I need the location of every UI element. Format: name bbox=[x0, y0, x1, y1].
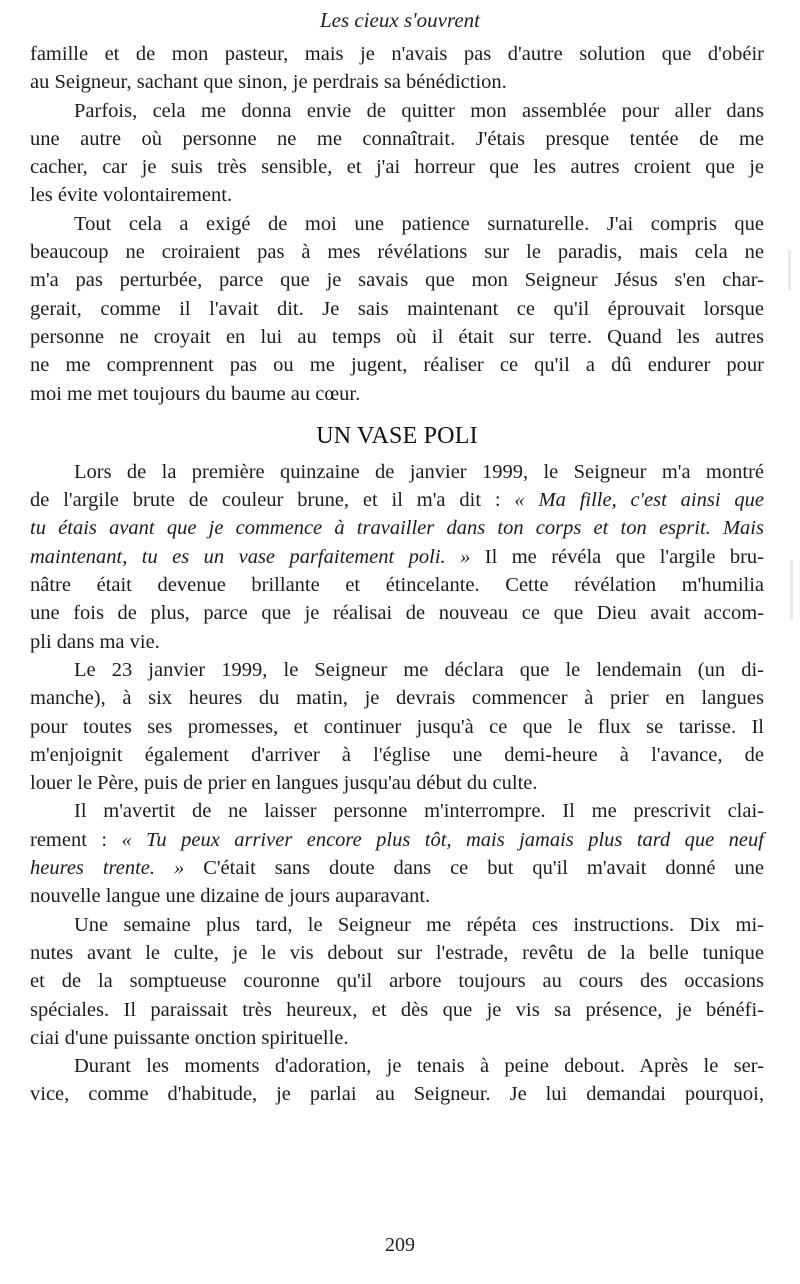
text-line bbox=[30, 514, 764, 542]
italic-quote: « Ma fille, c'est ainsi que bbox=[514, 489, 764, 512]
text-run: Lors de la première quinzaine de janvier 1999, le Seigneur m'a montré bbox=[74, 460, 764, 483]
text-line bbox=[30, 40, 764, 68]
text-line bbox=[30, 266, 764, 294]
text-run: personne ne croyait en lui au temps où il était sur terre. Quand les autres bbox=[30, 325, 764, 348]
text-run: moi me met toujours du baume au cœur. bbox=[30, 382, 361, 405]
text-run: beaucoup ne croiraient pas à mes révélations sur le paradis, mais cela ne bbox=[30, 241, 764, 264]
text-line bbox=[30, 713, 764, 741]
text-line bbox=[30, 238, 764, 266]
text-run: ciai d'une puissante onction spirituelle. bbox=[30, 1026, 349, 1049]
text-line bbox=[30, 854, 764, 882]
text-run: m'enjoignit également d'arriver à l'église une demi-heure à l'avance, de bbox=[30, 743, 764, 766]
text-line bbox=[30, 797, 764, 825]
text-run: pour toutes ses promesses, et continuer jusqu'à ce que le flux se tarisse. Il bbox=[30, 715, 764, 738]
text-line bbox=[30, 939, 764, 967]
italic-quote: maintenant, tu es un vase parfaitement poli. » bbox=[30, 545, 471, 568]
text-line bbox=[30, 210, 764, 238]
text-run: une fois de plus, parce que je réalisai de nouveau ce que Dieu avait accom- bbox=[30, 602, 764, 625]
text-run: rement : bbox=[30, 828, 122, 851]
text-line bbox=[30, 68, 764, 96]
running-header: Les cieux s'ouvrent bbox=[319, 8, 480, 32]
text-line bbox=[30, 543, 764, 571]
text-line bbox=[30, 380, 764, 408]
section-heading: UN VASE POLI bbox=[316, 422, 478, 449]
text-line bbox=[30, 911, 764, 939]
text-run: Durant les moments d'adoration, je tenais à peine debout. Après le ser- bbox=[74, 1055, 764, 1078]
paragraph bbox=[30, 797, 764, 910]
text-line bbox=[30, 181, 764, 209]
text-line bbox=[30, 351, 764, 379]
text-line bbox=[30, 882, 764, 910]
scan-artifact bbox=[788, 250, 791, 290]
paragraph bbox=[30, 210, 764, 408]
text-line bbox=[30, 826, 764, 854]
text-run: cacher, car je suis très sensible, et j'ai horreur que les autres croient que je bbox=[30, 156, 764, 179]
text-run: Parfois, cela me donna envie de quitter mon assemblée pour aller dans bbox=[74, 99, 764, 122]
text-line bbox=[30, 97, 764, 125]
text-run: Tout cela a exigé de moi une patience surnaturelle. J'ai compris que bbox=[74, 212, 764, 235]
text-run: les évite volontairement. bbox=[30, 184, 233, 207]
text-run: Le 23 janvier 1999, le Seigneur me déclara que le lendemain (un di- bbox=[74, 658, 764, 681]
text-line bbox=[30, 599, 764, 627]
text-run: vice, comme d'habitude, je parlai au Seigneur. Je lui demandai pourquoi, bbox=[30, 1083, 764, 1106]
text-run: nouvelle langue une dizaine de jours auparavant. bbox=[30, 885, 431, 908]
text-line bbox=[30, 458, 764, 486]
text-line bbox=[30, 1024, 764, 1052]
text-run: au Seigneur, sachant que sinon, je perdrais sa bénédiction. bbox=[30, 71, 507, 94]
text-run: ne me comprennent pas ou me jugent, réaliser ce qu'il a dû endurer pour bbox=[30, 354, 764, 377]
scan-artifact bbox=[790, 560, 793, 620]
text-run: C'était sans doute dans ce but qu'il m'avait donné une bbox=[184, 857, 764, 880]
text-run: m'a pas perturbée, parce que je savais que mon Seigneur Jésus s'en char- bbox=[30, 269, 764, 292]
text-line bbox=[30, 996, 764, 1024]
page-number: 209 bbox=[385, 1234, 415, 1256]
body-text bbox=[30, 40, 764, 1109]
text-line bbox=[30, 153, 764, 181]
italic-quote: heures trente. » bbox=[30, 857, 185, 880]
text-run: et de la somptueuse couronne qu'il arbore toujours au cours des occasions bbox=[30, 970, 764, 993]
text-line bbox=[30, 1080, 764, 1108]
text-line bbox=[30, 741, 764, 769]
text-run: nutes avant le culte, je le vis debout sur l'estrade, revêtu de la belle tunique bbox=[30, 941, 764, 964]
text-line bbox=[30, 967, 764, 995]
text-run: Il m'avertit de ne laisser personne m'interrompre. Il me prescrivit clai- bbox=[74, 800, 764, 823]
text-run: une autre où personne ne me connaîtrait. J'étais presque tentée de me bbox=[30, 127, 764, 150]
text-line bbox=[30, 656, 764, 684]
italic-quote: tu étais avant que je commence à travailler dans ton corps et ton esprit. Mais bbox=[30, 517, 764, 540]
text-line bbox=[30, 769, 764, 797]
text-run: Il me révéla que l'argile bru- bbox=[470, 545, 765, 568]
text-line bbox=[30, 486, 764, 514]
text-line bbox=[30, 684, 764, 712]
paragraph bbox=[30, 1052, 764, 1109]
paragraph bbox=[30, 40, 764, 97]
text-run: pli dans ma vie. bbox=[30, 630, 160, 653]
text-line bbox=[30, 571, 764, 599]
text-run: manche), à six heures du matin, je devrais commencer à prier en langues bbox=[30, 687, 764, 710]
text-run: nâtre était devenue brillante et étincelante. Cette révélation m'humilia bbox=[30, 574, 764, 597]
text-run: de l'argile brute de couleur brune, et il m'a dit : bbox=[30, 489, 515, 512]
text-line bbox=[30, 628, 764, 656]
paragraph bbox=[30, 97, 764, 210]
paragraph bbox=[30, 458, 764, 656]
text-run: spéciales. Il paraissait très heureux, et dès que je vis sa présence, je bénéfi- bbox=[30, 998, 764, 1021]
text-run: gerait, comme il l'avait dit. Je sais maintenant ce qu'il éprouvait lorsque bbox=[30, 297, 764, 320]
text-run: Une semaine plus tard, le Seigneur me répéta ces instructions. Dix mi- bbox=[74, 913, 764, 936]
paragraph bbox=[30, 656, 764, 797]
text-line bbox=[30, 125, 764, 153]
italic-quote: « Tu peux arriver encore plus tôt, mais jamais plus tard que neuf bbox=[121, 828, 764, 851]
text-line bbox=[30, 323, 764, 351]
text-line bbox=[30, 1052, 764, 1080]
text-line bbox=[30, 295, 764, 323]
text-run: louer le Père, puis de prier en langues jusqu'au début du culte. bbox=[30, 772, 538, 795]
text-run: famille et de mon pasteur, mais je n'avais pas d'autre solution que d'obéir bbox=[30, 43, 764, 65]
paragraph bbox=[30, 911, 764, 1052]
